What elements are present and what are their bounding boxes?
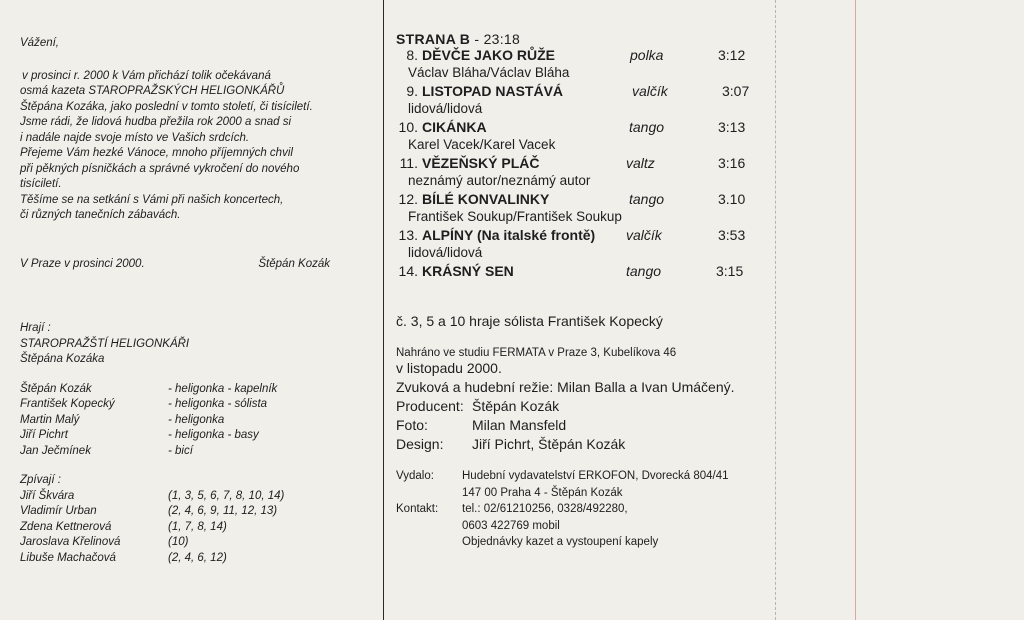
spacer <box>396 518 462 535</box>
credit-value: Štěpán Kozák <box>472 398 560 414</box>
credit-row <box>396 416 771 435</box>
credit-value: Milan Mansfeld <box>472 417 567 433</box>
band-leader: Štěpána Kozáka <box>20 353 105 365</box>
contact-row <box>396 501 771 518</box>
letter-line: Přejeme Vám hezké Vánoce, mnoho příjemných chvil <box>20 147 293 159</box>
member-role: - heligonka - basy <box>168 429 259 441</box>
credit-row <box>396 397 771 416</box>
right-panel <box>396 31 771 551</box>
track-time: 3:12 <box>718 47 746 63</box>
track-title: LISTOPAD NASTÁVÁ <box>422 83 564 99</box>
singer-row <box>20 551 368 567</box>
contact-line: 0603 422769 mobil <box>462 519 560 532</box>
member-name: Jiří Pichrt <box>20 429 68 441</box>
track-authors: lidová/lidová <box>408 245 483 260</box>
recording-direction: Zvuková a hudební režie: Milan Balla a Ivan Umáčený. <box>396 379 735 395</box>
member-name: Martin Malý <box>20 413 80 426</box>
track-number: 14. <box>398 263 418 279</box>
track-authors: Karel Vacek/Karel Vacek <box>408 137 556 152</box>
track-time: 3.10 <box>718 191 746 207</box>
track-authors: neznámý autor/neznámý autor <box>408 173 591 188</box>
side-b-length: - 23:18 <box>474 31 521 47</box>
singer-name: Jiří Škvára <box>20 489 75 502</box>
track-row <box>396 83 771 101</box>
singer-name: Zdena Kettnerová <box>20 520 112 533</box>
contact-line: tel.: 02/61210256, 0328/492280, <box>462 503 628 515</box>
spacer <box>396 485 462 502</box>
member-row <box>20 444 368 460</box>
member-name: František Kopecký <box>20 398 115 410</box>
track-time: 3:15 <box>716 263 744 279</box>
left-panel <box>20 36 368 566</box>
side-b-label: STRANA B <box>396 31 471 47</box>
track-row <box>396 155 771 173</box>
letter-line: Těšíme se na setkání s Vámi při našich koncertech, <box>20 193 284 206</box>
letter-line: Štěpána Kozáka, jako poslední v tomto století, či tisíciletí. <box>20 100 313 113</box>
letter-greeting: Vážení, <box>20 37 59 49</box>
fold-line-center <box>383 0 384 620</box>
publisher-row <box>396 468 771 485</box>
track-number: 9. <box>406 83 418 99</box>
contact-row <box>396 518 771 535</box>
member-row <box>20 382 368 398</box>
track-number: 13. <box>398 227 418 243</box>
band-heading: Hrají : <box>20 322 51 334</box>
track-title: BÍLÉ KONVALINKY <box>422 191 550 207</box>
letter-line: osmá kazeta STAROPRAŽSKÝCH HELIGONKÁŘŮ <box>20 85 285 97</box>
credit-label: Producent: <box>396 398 464 414</box>
contact-label: Kontakt: <box>396 503 439 515</box>
letter-line: tisíciletí. <box>20 178 62 190</box>
track-style: tango <box>629 191 665 207</box>
side-b-heading <box>396 31 771 47</box>
credit-value: Jiří Pichrt, Štěpán Kozák <box>472 436 626 452</box>
signature: Štěpán Kozák <box>258 257 330 270</box>
publisher-label: Vydalo: <box>396 470 434 482</box>
singer-tracks: (10) <box>168 536 189 548</box>
credit-label: Design: <box>396 436 444 452</box>
singer-name: Vladimír Urban <box>20 505 97 517</box>
track-authors: Václav Bláha/Václav Bláha <box>408 65 570 80</box>
member-role: - bicí <box>168 444 193 457</box>
track-row <box>396 263 771 281</box>
singer-row <box>20 489 368 505</box>
singer-name: Libuše Machačová <box>20 551 116 564</box>
track-style: tango <box>626 263 662 279</box>
track-row <box>396 227 771 245</box>
track-title: ALPÍNY (Na italské frontě) <box>422 227 596 243</box>
contact-line: Objednávky kazet a vystoupení kapely <box>462 536 659 548</box>
credit-label: Foto: <box>396 417 428 433</box>
member-row <box>20 413 368 429</box>
letter-line: v prosinci r. 2000 k Vám přichází tolik očekávaná <box>22 69 271 82</box>
contact-row <box>396 534 771 551</box>
singer-row <box>20 520 368 536</box>
letter-line: či různých tanečních zábavách. <box>20 209 181 221</box>
track-authors: František Soukup/František Soukup <box>408 209 622 224</box>
soloist-note: č. 3, 5 a 10 hraje sólista František Kopecký <box>396 313 663 329</box>
track-style: valčík <box>626 227 662 243</box>
track-time: 3:13 <box>718 119 746 135</box>
letter-body <box>20 69 368 224</box>
track-style: tango <box>629 119 665 135</box>
track-row <box>396 119 771 137</box>
band-name: STAROPRAŽŠTÍ HELIGONKÁŘI <box>20 337 190 350</box>
member-name: Štěpán Kozák <box>20 382 92 395</box>
contacts <box>396 468 771 551</box>
singer-row <box>20 504 368 520</box>
credit-row <box>396 435 771 454</box>
track-number: 12. <box>398 191 418 207</box>
track-number: 8. <box>406 47 418 63</box>
letter-signature-row <box>20 257 330 273</box>
publisher-line: Hudební vydavatelství ERKOFON, Dvorecká 804/41 <box>462 470 729 482</box>
member-role: - heligonka - sólista <box>168 398 268 410</box>
track-title: VĚZEŇSKÝ PLÁČ <box>422 155 540 171</box>
track-title: DĚVČE JAKO RŮŽE <box>422 47 556 63</box>
letter-line: Jsme rádi, že lidová hudba přežila rok 2000 a snad si <box>20 116 292 128</box>
track-time: 3:16 <box>718 155 746 171</box>
recording-studio: Nahráno ve studiu FERMATA v Praze 3, Kubelíkova 46 <box>396 347 677 359</box>
track-style: valtz <box>626 155 655 171</box>
place-date: V Praze v prosinci 2000. <box>20 257 145 270</box>
credits <box>396 397 771 454</box>
singer-tracks: (1, 7, 8, 14) <box>168 520 227 533</box>
spacer <box>396 534 462 551</box>
singer-tracks: (2, 4, 6, 12) <box>168 551 227 564</box>
singers-heading: Zpívají : <box>20 474 61 486</box>
singers-list <box>20 489 368 567</box>
member-role: - heligonka - kapelník <box>168 382 278 395</box>
track-style: valčík <box>632 83 668 99</box>
track-time: 3:53 <box>718 227 746 243</box>
publisher-line: 147 00 Praha 4 - Štěpán Kozák <box>462 486 623 499</box>
track-authors: lidová/lidová <box>408 101 483 116</box>
track-number: 11. <box>399 155 418 171</box>
track-title: CIKÁNKA <box>422 119 487 135</box>
singer-tracks: (2, 4, 6, 9, 11, 12, 13) <box>168 505 278 517</box>
recording-date: v listopadu 2000. <box>396 360 502 376</box>
band-members <box>20 382 368 460</box>
track-title: KRÁSNÝ SEN <box>422 263 514 279</box>
letter-line: při pěkných písničkách a správné vykročení do nového <box>20 162 300 175</box>
letter-line: i nadále najde svoje místo ve Vašich srdcích. <box>20 131 250 144</box>
fold-line-edge <box>855 0 856 620</box>
member-row <box>20 397 368 413</box>
tracklist <box>396 47 771 281</box>
track-row <box>396 47 771 65</box>
member-row <box>20 428 368 444</box>
member-name: Jan Ječmínek <box>20 444 91 457</box>
track-row <box>396 191 771 209</box>
track-number: 10. <box>398 119 418 135</box>
singer-tracks: (1, 3, 5, 6, 7, 8, 10, 14) <box>168 489 285 502</box>
track-time: 3:07 <box>722 83 750 99</box>
singer-name: Jaroslava Křelinová <box>20 536 121 548</box>
fold-line-right <box>775 0 776 620</box>
track-style: polka <box>630 47 664 63</box>
member-role: - heligonka <box>168 413 225 426</box>
singer-row <box>20 535 368 551</box>
publisher-row <box>396 485 771 502</box>
